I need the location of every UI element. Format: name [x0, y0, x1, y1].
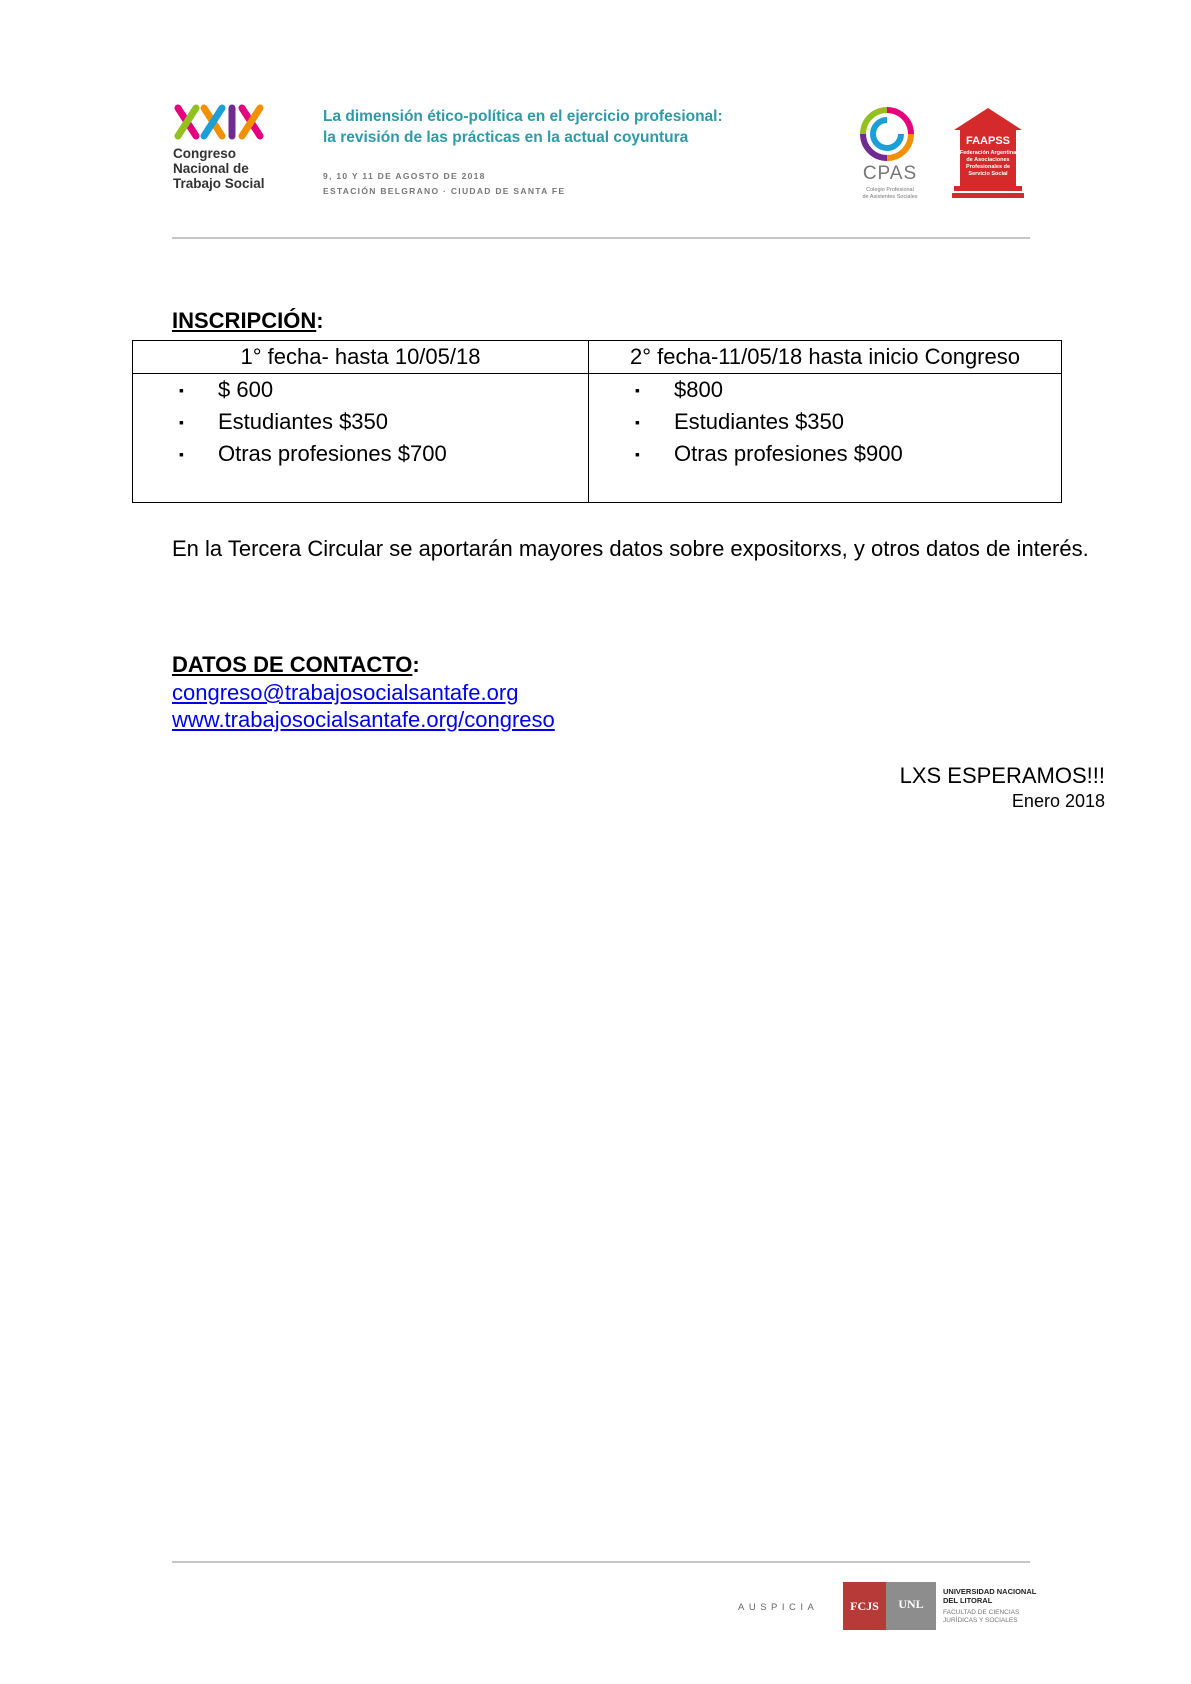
- document-date: Enero 2018: [1011, 791, 1105, 811]
- cpas-name: CPAS: [862, 163, 918, 184]
- contact-heading: DATOS DE CONTACTO:: [172, 652, 420, 677]
- fee-item: ▪ Estudiantes $350: [133, 406, 588, 438]
- second-deadline-header: 2° fecha-11/05/18 hasta inicio Congreso: [589, 341, 1062, 374]
- faculty-name: FACULTAD DE CIENCIAS JURÍDICAS Y SOCIALES: [943, 1609, 1020, 1624]
- fee-item: ▪ Otras profesiones $700: [133, 438, 588, 470]
- fees-table: [132, 340, 1062, 503]
- svg-text:FAAPSS: FAAPSS: [965, 135, 1011, 147]
- fees-body-row: [133, 374, 1062, 503]
- fee-item: ▪ Estudiantes $350: [589, 406, 1061, 438]
- first-deadline-header: 1° fecha- hasta 10/05/18: [133, 341, 589, 374]
- fee-item: ▪ Otras profesiones $900: [589, 438, 1061, 470]
- inscripcion-heading: INSCRIPCIÓN:: [172, 308, 324, 333]
- second-deadline-fees: [589, 374, 1062, 503]
- svg-text:Profesionales de: Profesionales de: [965, 164, 1011, 170]
- faapss-logo: [952, 106, 1024, 198]
- university-name: UNIVERSIDAD NACIONAL DEL LITORAL: [943, 1587, 1037, 1605]
- auspicia-label: AUSPICIA: [738, 1602, 819, 1613]
- congress-website-link[interactable]: www.trabajosocialsantafe.org/congreso: [172, 707, 555, 732]
- unl-logo: UNL: [886, 1582, 936, 1630]
- congress-name: Congreso Nacional de Trabajo Social: [173, 146, 265, 191]
- footer-divider: [172, 1561, 1030, 1563]
- fee-item: ▪ $800: [589, 374, 1061, 406]
- svg-text:Servicio Social: Servicio Social: [968, 171, 1008, 177]
- first-deadline-fees: [133, 374, 589, 503]
- fcjs-logo: FCJS: [843, 1582, 886, 1630]
- congress-dates: 9, 10 Y 11 DE AGOSTO DE 2018 ESTACIÓN BELGRANO · CIUDAD DE SANTA FE: [323, 171, 566, 196]
- cpas-subtitle: Colegio Profesional de Asistentes Sociales: [862, 187, 918, 200]
- fees-header-row: [133, 341, 1062, 374]
- info-paragraph: En la Tercera Circular se aportarán mayores datos sobre expositorxs, y otros datos de interés.: [172, 536, 1089, 561]
- header-divider: [172, 237, 1030, 239]
- congress-logo-mark: [173, 104, 281, 140]
- svg-text:Federación Argentina: Federación Argentina: [959, 150, 1017, 156]
- fee-item: ▪ $ 600: [133, 374, 588, 406]
- svg-text:de Asociaciones: de Asociaciones: [966, 157, 1010, 163]
- congress-theme: La dimensión ético-política en el ejercicio profesional: la revisión de las prácticas en la actual coyuntura: [323, 108, 723, 146]
- contact-email-link[interactable]: congreso@trabajosocialsantafe.org: [172, 680, 519, 705]
- cpas-logo-icon: [856, 104, 918, 162]
- closing-line: LXS ESPERAMOS!!!: [899, 763, 1105, 788]
